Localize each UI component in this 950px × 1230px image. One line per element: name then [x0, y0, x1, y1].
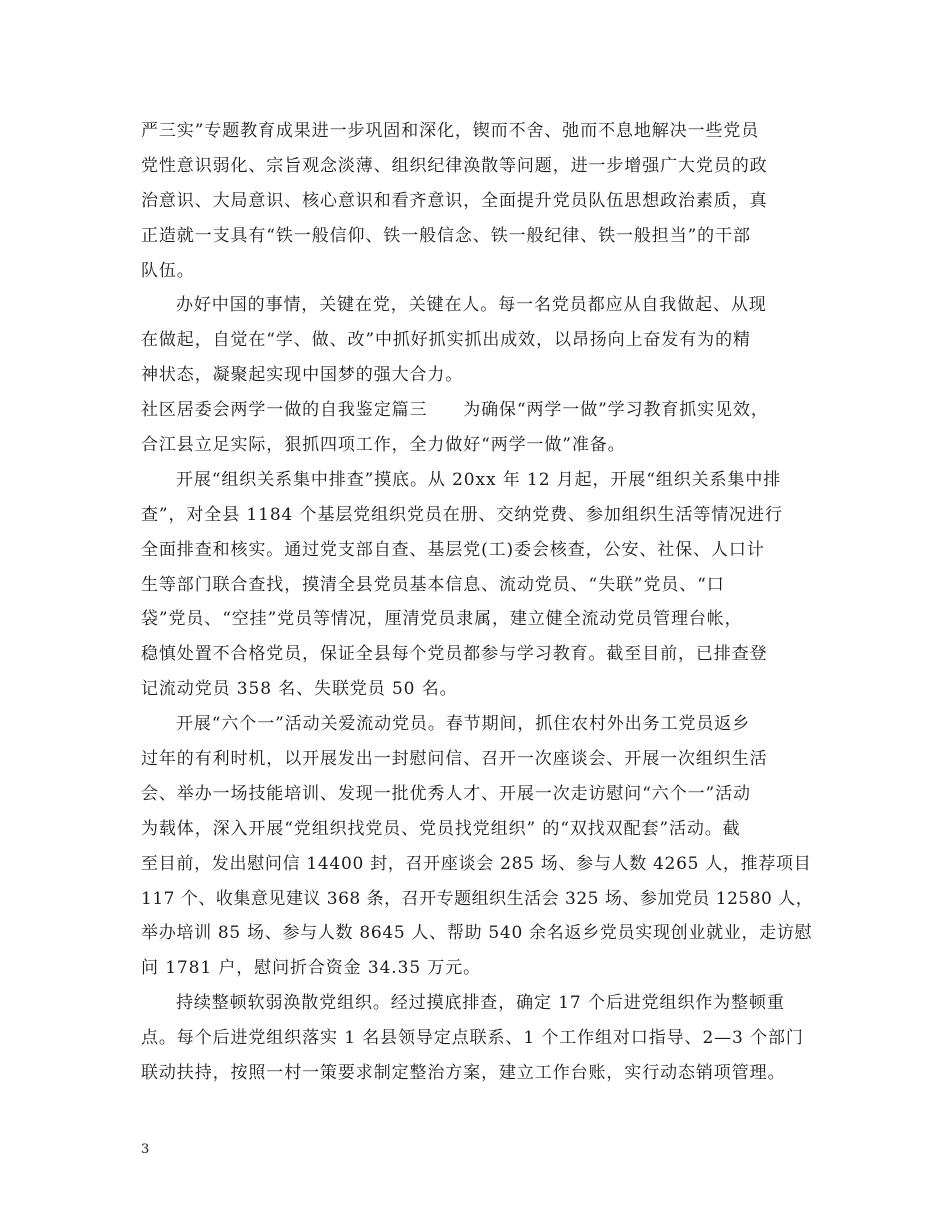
text-line: 队伍。 — [141, 260, 195, 281]
text-line: 117 个、收集意见建议 368 条，召开专题组织生活会 325 场、参加党员 12580 人， — [141, 888, 814, 909]
text-line: 过年的有利时机，以开展发出一封慰问信、召开一次座谈会、开展一次组织生活 — [141, 749, 768, 770]
text-line: 联动扶持，按照一村一策要求制定整治方案，建立工作台账，实行动态销项管理。 — [141, 1063, 786, 1084]
text-line: 全面排查和核实。通过党支部自查、基层党(工)委会核查，公安、社保、人口计 — [141, 539, 765, 560]
text-line: 为载体，深入开展“党组织找党员、党员找党组织” 的“双找双配套”活动。截 — [141, 818, 741, 839]
page-number: 3 — [141, 1142, 150, 1157]
text-line: 在做起，自觉在“学、做、改”中抓好抓实抓出成效，以昂扬向上奋发有为的精 — [141, 330, 751, 351]
text-line: 合江县立足实际，狠抓四项工作，全力做好“两学一做”准备。 — [141, 435, 626, 456]
text-line: 会、举办一场技能培训、发现一批优秀人才、开展一次走访慰问“六个一”活动 — [141, 783, 751, 804]
text-line: 点。每个后进党组织落实 1 名县领导定点联系、1 个工作组对口指导、2—3 个部门 — [141, 1028, 804, 1049]
text-line: 严三实”专题教育成果进一步巩固和深化，锲而不舍、弛而不息地解决一些党员 — [141, 121, 760, 141]
text-line: 治意识、大局意识、核心意识和看齐意识，全面提升党员队伍思想政治素质，真 — [141, 190, 768, 211]
text-line: 生等部门联合查找，摸清全县党员基本信息、流动党员、“失联”党员、“口 — [141, 574, 725, 595]
text-line: 稳慎处置不合格党员，保证全县每个党员都参与学习教育。截至目前，已排查登 — [141, 644, 768, 665]
text-line: 查”，对全县 1184 个基层党组织党员在册、交纳党费、参加组织生活等情况进行 — [141, 504, 783, 525]
text-line: 举办培训 85 场、参与人数 8645 人、帮助 540 余名返乡党员实现创业就业，走访慰 — [141, 923, 813, 944]
text-line: 记流动党员 358 名、失联党员 50 名。 — [141, 679, 458, 700]
text-line: 袋”党员、“空挂”党员等情况，厘清党员隶属，建立健全流动党员管理台帐， — [141, 609, 743, 630]
body-text — [141, 114, 813, 1091]
text-line: 社区居委会两学一做的自我鉴定篇三 为确保“两学一做”学习教育抓实见效， — [141, 400, 769, 421]
text-line: 至目前，发出慰问信 14400 封，召开座谈会 285 场、参与人数 4265 人，推荐项目 — [141, 853, 812, 874]
text-line: 正造就一支具有“铁一般信仰、铁一般信念、铁一般纪律、铁一般担当”的干部 — [141, 225, 751, 246]
text-line: 开展“六个一”活动关爱流动党员。春节期间，抓住农村外出务工党员返乡 — [176, 714, 751, 735]
text-line: 问 1781 户，慰问折合资金 34.35 万元。 — [141, 958, 482, 979]
text-line: 神状态，凝聚起实现中国梦的强大合力。 — [141, 365, 464, 386]
text-line: 党性意识弱化、宗旨观念淡薄、组织纪律涣散等问题，进一步增强广大党员的政 — [141, 155, 768, 176]
text-line: 办好中国的事情，关键在党，关键在人。每一名党员都应从自我做起、从现 — [176, 295, 767, 316]
text-line: 开展“组织关系集中排查”摸底。从 20xx 年 12 月起，开展“组织关系集中排 — [176, 469, 782, 490]
text-line: 持续整顿软弱涣散党组织。经过摸底排查，确定 17 个后进党组织作为整顿重 — [176, 993, 785, 1014]
